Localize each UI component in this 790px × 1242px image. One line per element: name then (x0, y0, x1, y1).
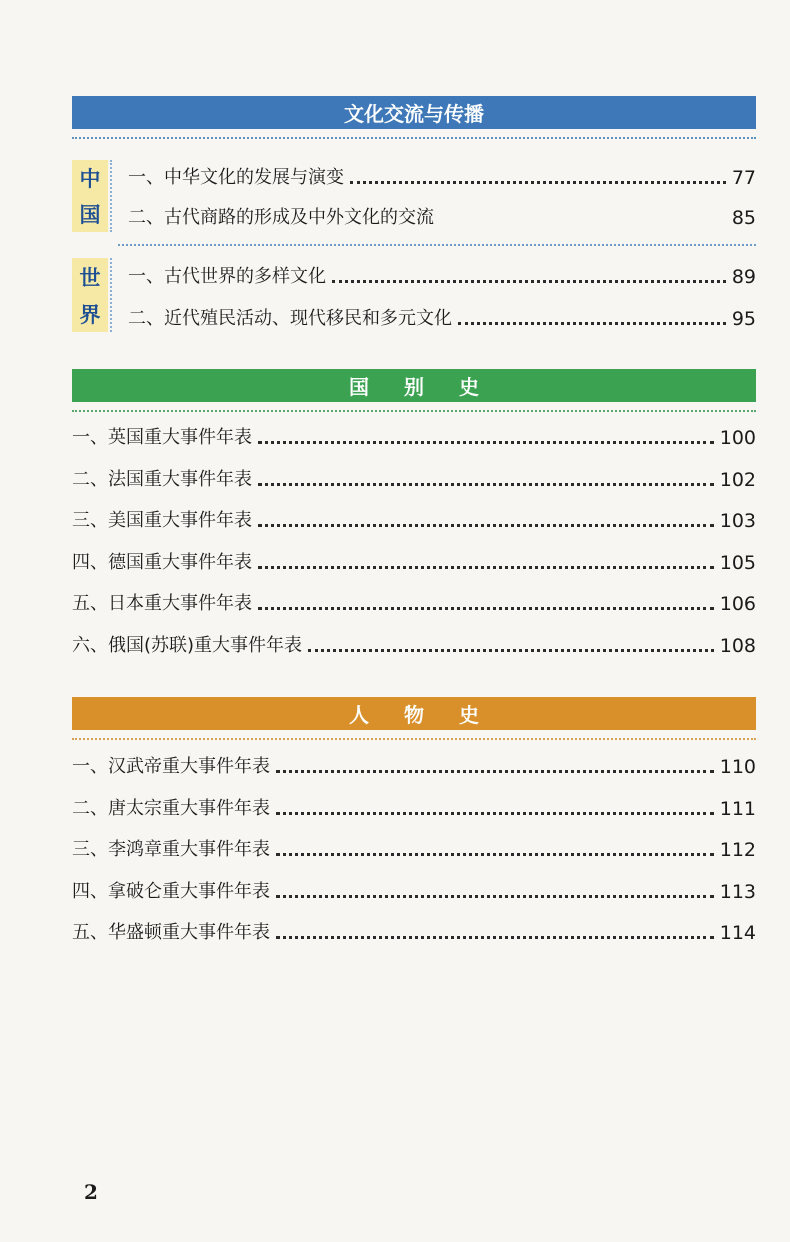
dot-leader (258, 483, 714, 486)
toc-entry[interactable] (128, 306, 756, 332)
toc-entry[interactable] (72, 425, 756, 451)
toc-entry-title: 六、俄国(苏联)重大事件年表 (72, 634, 303, 656)
side-tag-border (110, 258, 112, 332)
toc-entry[interactable] (72, 837, 756, 863)
toc-entry[interactable] (72, 754, 756, 780)
toc-entry-page: 89 (731, 266, 756, 288)
section-title-people: 人 物 史 (349, 703, 493, 727)
section-divider-people (72, 738, 756, 740)
dot-leader (276, 853, 714, 856)
section-banner-people (72, 697, 756, 730)
toc-entry-title: 二、近代殖民活动、现代移民和多元文化 (128, 308, 452, 329)
toc-entry-title: 一、英国重大事件年表 (72, 427, 252, 448)
dot-leader (258, 607, 714, 610)
toc-entry-title: 一、汉武帝重大事件年表 (72, 756, 270, 777)
toc-entry-page: 112 (719, 839, 756, 861)
toc-entry[interactable] (72, 591, 756, 617)
side-tag-char: 国 (79, 203, 101, 227)
section-title-country: 国 别 史 (349, 375, 493, 399)
toc-entry-page: 113 (719, 880, 756, 903)
toc-entry[interactable] (72, 796, 756, 822)
toc-entry[interactable] (72, 550, 756, 576)
section-banner-culture (72, 96, 756, 129)
dot-leader (332, 280, 726, 283)
toc-entry-page: 95 (731, 308, 756, 330)
toc-entry-title: 三、李鸿章重大事件年表 (72, 839, 270, 860)
toc-entry-page: 110 (719, 756, 756, 778)
section-divider-country (72, 410, 756, 412)
toc-entry-title: 五、华盛顿重大事件年表 (72, 922, 270, 943)
toc-entry-title: 五、日本重大事件年表 (72, 593, 252, 614)
toc-entry[interactable] (72, 508, 756, 534)
dot-leader (308, 649, 714, 652)
dot-leader (258, 441, 714, 444)
toc-entry-page: 111 (719, 797, 756, 820)
toc-entry-page: 105 (719, 551, 756, 574)
dot-leader (258, 524, 714, 527)
toc-entry-page: 114 (719, 922, 756, 944)
dot-leader (276, 895, 714, 898)
dot-leader (458, 322, 726, 325)
dot-leader (258, 566, 714, 569)
dot-leader (350, 181, 726, 184)
toc-entry-title: 二、法国重大事件年表 (72, 468, 252, 490)
toc-entry-page: 103 (719, 510, 756, 532)
toc-entry-title: 一、古代世界的多样文化 (128, 266, 326, 287)
toc-entry-page: 100 (719, 427, 756, 449)
toc-entry[interactable] (72, 467, 756, 493)
page-number: 2 (84, 1180, 98, 1204)
side-tag-char: 世 (79, 265, 101, 290)
group-divider (118, 244, 756, 246)
toc-entry-title: 二、古代商路的形成及中外文化的交流 (128, 207, 434, 228)
toc-entry-page: 106 (719, 593, 756, 615)
toc-entry-page: 85 (731, 207, 756, 229)
side-tag-char: 界 (79, 302, 101, 327)
toc-entry[interactable] (72, 920, 756, 946)
toc-entry-title: 二、唐太宗重大事件年表 (72, 797, 270, 819)
dot-leader (276, 936, 714, 939)
side-tag-china (72, 160, 108, 232)
toc-entry-title: 四、拿破仑重大事件年表 (72, 880, 270, 902)
toc-entry[interactable] (72, 633, 756, 659)
toc-entry-page: 108 (719, 634, 756, 657)
side-tag-border (110, 160, 112, 232)
toc-entry-title: 四、德国重大事件年表 (72, 551, 252, 573)
side-tag-char: 中 (79, 167, 101, 191)
toc-entry[interactable] (128, 165, 756, 191)
toc-entry-title: 三、美国重大事件年表 (72, 510, 252, 531)
dot-leader (276, 812, 714, 815)
toc-entry-page: 102 (719, 468, 756, 491)
toc-entry[interactable] (128, 205, 756, 231)
toc-entry-title: 一、中华文化的发展与演变 (128, 167, 344, 188)
section-title-culture: 文化交流与传播 (344, 102, 484, 126)
toc-entry-page: 77 (731, 167, 756, 189)
section-divider-culture (72, 137, 756, 139)
section-banner-country (72, 369, 756, 402)
dot-leader (276, 770, 714, 773)
toc-entry[interactable] (72, 879, 756, 905)
toc-entry[interactable] (128, 264, 756, 290)
side-tag-world (72, 258, 108, 332)
